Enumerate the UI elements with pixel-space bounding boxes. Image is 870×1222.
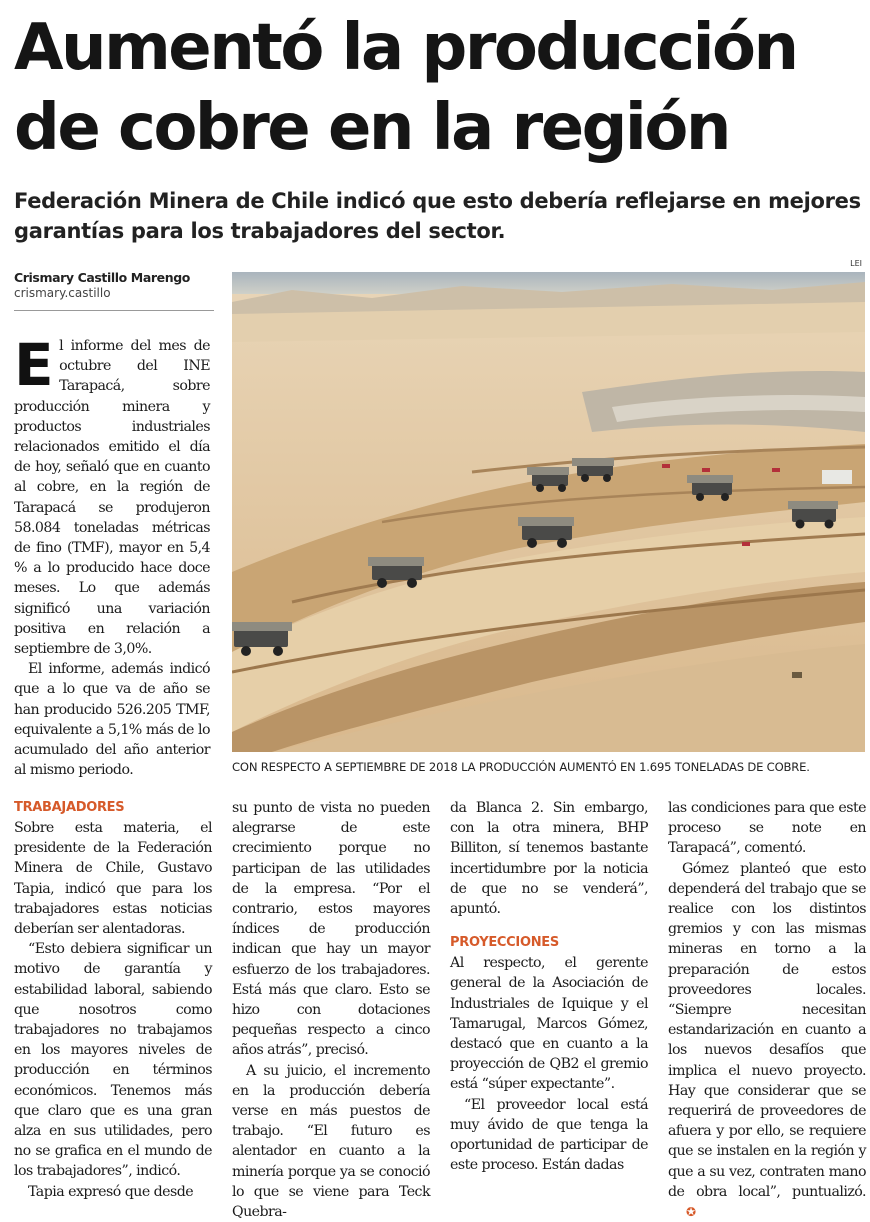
deck-subtitle: Federación Minera de Chile indicó que esto debería reflejarse en mejores garantías para los trabajadores del sector. (14, 189, 861, 243)
column-3-paragraph-2: Al respecto, el gerente general de la Asociación de Industriales de Iquique y el Tamarugal, Marcos Gómez, destacó que en cuanto a la proyección de QB2 el gremio está “súper expectante”. (450, 955, 648, 1093)
byline (14, 270, 214, 311)
column-1-paragraph-3: Tapia expresó que desde (28, 1183, 194, 1200)
column-1-paragraph-2: “Esto debiera significar un motivo de garantía y estabilidad laboral, sabiendo que nosotros como trabajadores no trabajamos en los mayores niveles de producción en términos económicos. Tenemos más que claro que es una gran alza en sus utilidades, pero no se grafica en el mundo de los trabajadores”, indicó. (14, 941, 212, 1180)
lead-paragraph-1: l informe del mes de octubre del INE Tarapacá, sobre producción minera y productos industriales relacionados emitido el día de hoy, señaló que en cuanto al cobre, en la región de Tarapacá se produjeron 58.084 toneladas métricas de fino (TMF), mayor en 5,4 % a lo producido hace doce meses. Lo que además significó una variación positiva en relación a septiembre de 3,0%. (14, 338, 210, 658)
subhead-proyecciones: PROYECCIONES (450, 935, 559, 951)
lead-column (14, 331, 210, 780)
column-4-paragraph-2 (668, 859, 866, 1222)
column-3-spacer (450, 919, 648, 933)
drop-cap: E (14, 331, 54, 399)
end-mark-icon: ✪ (686, 1205, 696, 1220)
subhead-trabajadores: TRABAJADORES (14, 800, 125, 815)
lead-paragraph-2: El informe, además indicó que a lo que va de año se han producido 526.205 TMF, equivalente a 5,1% más de lo acumulado del año anterior al mismo periodo. (14, 661, 210, 779)
author-handle: crismary.castillo (14, 286, 111, 300)
column-1 (14, 798, 212, 1202)
headline-line-2: de cobre en la región (14, 91, 729, 165)
column-2-paragraph-1: su punto de vista no pueden alegrarse de este crecimiento porque no participan de las utilidades de la empresa. “Por el contrario, estos mayores índices de producción indican que hay un mayor esfuerzo de los trabajadores. Está más que claro. Esto se hizo con dotaciones pequeñas respecto a cinco años atrás”, precisó. (232, 800, 430, 1059)
open-pit-mine-illustration (232, 272, 865, 752)
column-2-paragraph-2: A su juicio, el incremento en la producción debería verse en más puestos de trabajo. “El futuro es alentador en cuanto a la minería porque ya se conoció lo que se viene para Teck Quebra- (232, 1062, 430, 1221)
column-3-paragraph-1: da Blanca 2. Sin embargo, con la otra minera, BHP Billiton, sí tenemos bastante incertidumbre por la noticia de que no se venderá”, apuntó. (450, 800, 648, 918)
column-3-paragraph-3: “El proveedor local está muy ávido de que tenga la oportunidad de participar de este proceso. Están dadas (450, 1096, 648, 1174)
column-4 (668, 798, 866, 1222)
photo-credit: LEI (850, 259, 862, 268)
column-1-paragraph-1: Sobre esta materia, el presidente de la Federación Minera de Chile, Gustavo Tapia, indicó que para los trabajadores estas noticias deberían ser alentadoras. (14, 820, 212, 938)
column-4-paragraph-1: las condiciones para que este proceso se note en Tarapacá”, comentó. (668, 800, 866, 857)
author-name: Crismary Castillo Marengo (14, 270, 190, 285)
photo-caption: CON RESPECTO A SEPTIEMBRE DE 2018 LA PRODUCCIÓN AUMENTÓ EN 1.695 TONELADAS DE COBRE. (232, 760, 810, 774)
column-3 (450, 798, 648, 1175)
mine-photo (232, 272, 865, 752)
headline (14, 8, 864, 168)
column-4-paragraph-2-text: Gómez planteó que esto dependerá del trabajo que se realice con los distintos gremios y con las mismas mineras en torno a la preparación de estos proveedores locales. “Siempre necesitan estandarización en cuanto a los nuevos desafíos que implica el nuevo proyecto. Hay que considerar que se requerirá de proveedores de afuera y por ello, se requiere que se instalen en la región y que a su vez, contraten mano de obra local”, puntualizó. (668, 860, 866, 1200)
headline-line-1: Aumentó la producción (14, 11, 797, 85)
column-2 (232, 798, 430, 1222)
